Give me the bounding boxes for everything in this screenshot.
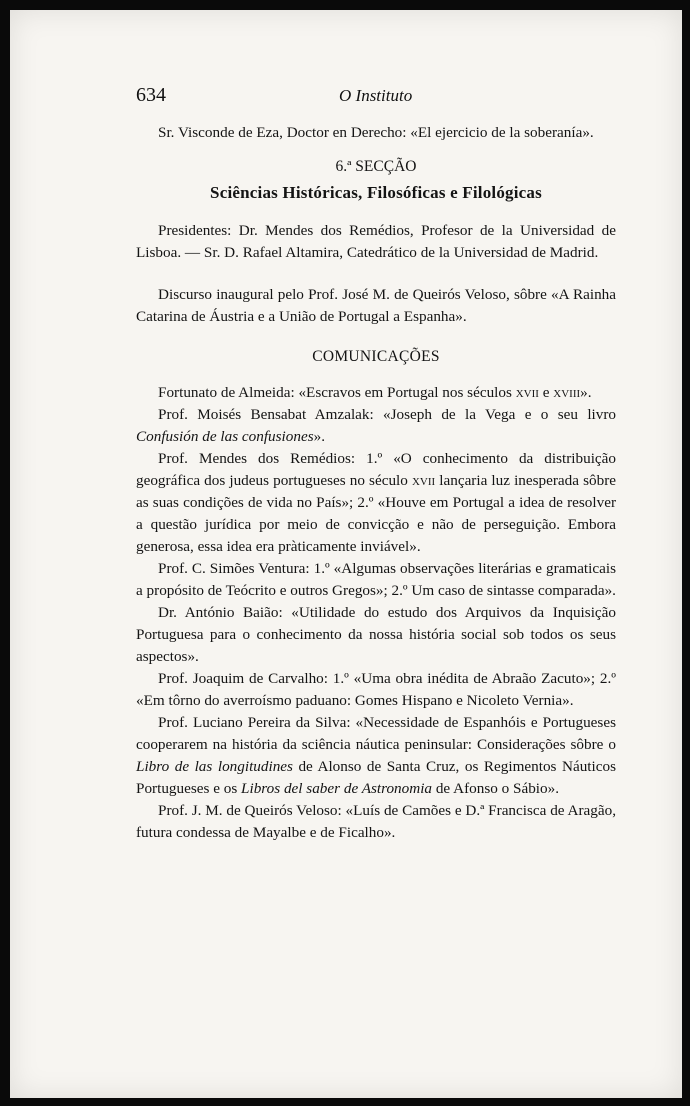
communication-carvalho: Prof. Joaquim de Carvalho: 1.º «Uma obra inédita de Abraão Zacuto»; 2.º «Em tôrno do averroísmo paduano: Gomes Hispano e Nicoleto Vernia». <box>136 670 616 709</box>
communications-heading: COMUNICAÇÕES <box>312 348 440 365</box>
intro-speaker: Sr. Visconde de Eza, Doctor en Derecho: <box>158 124 407 141</box>
communication-remedios: Prof. Mendes dos Remédios: 1.º «O conhecimento da distribuição geográfica dos judeus portugueses no século xvii lançaria luz inesperada sôbre as suas condições de vida no País»; 2.º «Houve em Portugal a idea de resolver a questão jurídica por meio de convicção e não de perseguição. Embora generosa, essa idea era pràticamente inviável». <box>136 450 616 555</box>
book-page <box>10 10 682 1098</box>
inaugural-discourse: Discurso inaugural pelo Prof. José M. de Queirós Veloso, sôbre «A Rainha Catarina de Áustria e a União de Portugal a Espanha». <box>136 286 616 325</box>
intro-talk: «El ejercicio de la soberanía». <box>410 124 594 141</box>
communication-ventura: Prof. C. Simões Ventura: 1.º «Algumas observações literárias e gramaticais a propósito de Teócrito e outros Gregos»; 2.º Um caso de sintasse comparada». <box>136 560 616 599</box>
communication-baiao: Dr. António Baião: «Utilidade do estudo dos Arquivos da Inquisição Portuguesa para o conhecimento da nossa história social sob todos os seus aspectos». <box>136 604 616 665</box>
section-number: 6.ª SECÇÃO <box>335 158 417 175</box>
presidents-paragraph: Presidentes: Dr. Mendes dos Remédios, Profesor de la Universidad de Lisboa. — Sr. D. Rafael Altamira, Catedrático de la Universidad de Madrid. <box>136 222 616 261</box>
body-text <box>136 122 616 844</box>
section-title: Sciências Históricas, Filosóficas e Filológicas <box>210 183 542 202</box>
page-number: 634 <box>136 84 166 106</box>
communication-silva: Prof. Luciano Pereira da Silva: «Necessidade de Espanhóis e Portugueses cooperarem na história da sciência náutica peninsular: Considerações sôbre o Libro de las longitudines de Alonso de Santa Cruz, os Regimentos Náuticos Portugueses e os Libros del saber de Astronomia de Afonso o Sábio». <box>136 714 616 797</box>
page-header <box>136 84 611 112</box>
communication-amzalak: Prof. Moisés Bensabat Amzalak: «Joseph de la Vega e o seu livro Confusión de las confusiones». <box>136 406 616 445</box>
communication-veloso: Prof. J. M. de Queirós Veloso: «Luís de Camões e D.ª Francisca de Aragão, futura condessa de Mayalbe e de Ficalho». <box>136 802 616 841</box>
running-title: O Instituto <box>339 86 413 105</box>
intro-paragraph <box>136 122 616 144</box>
communication-almeida: Fortunato de Almeida: «Escravos em Portugal nos séculos xvii e xviii». <box>158 384 592 401</box>
